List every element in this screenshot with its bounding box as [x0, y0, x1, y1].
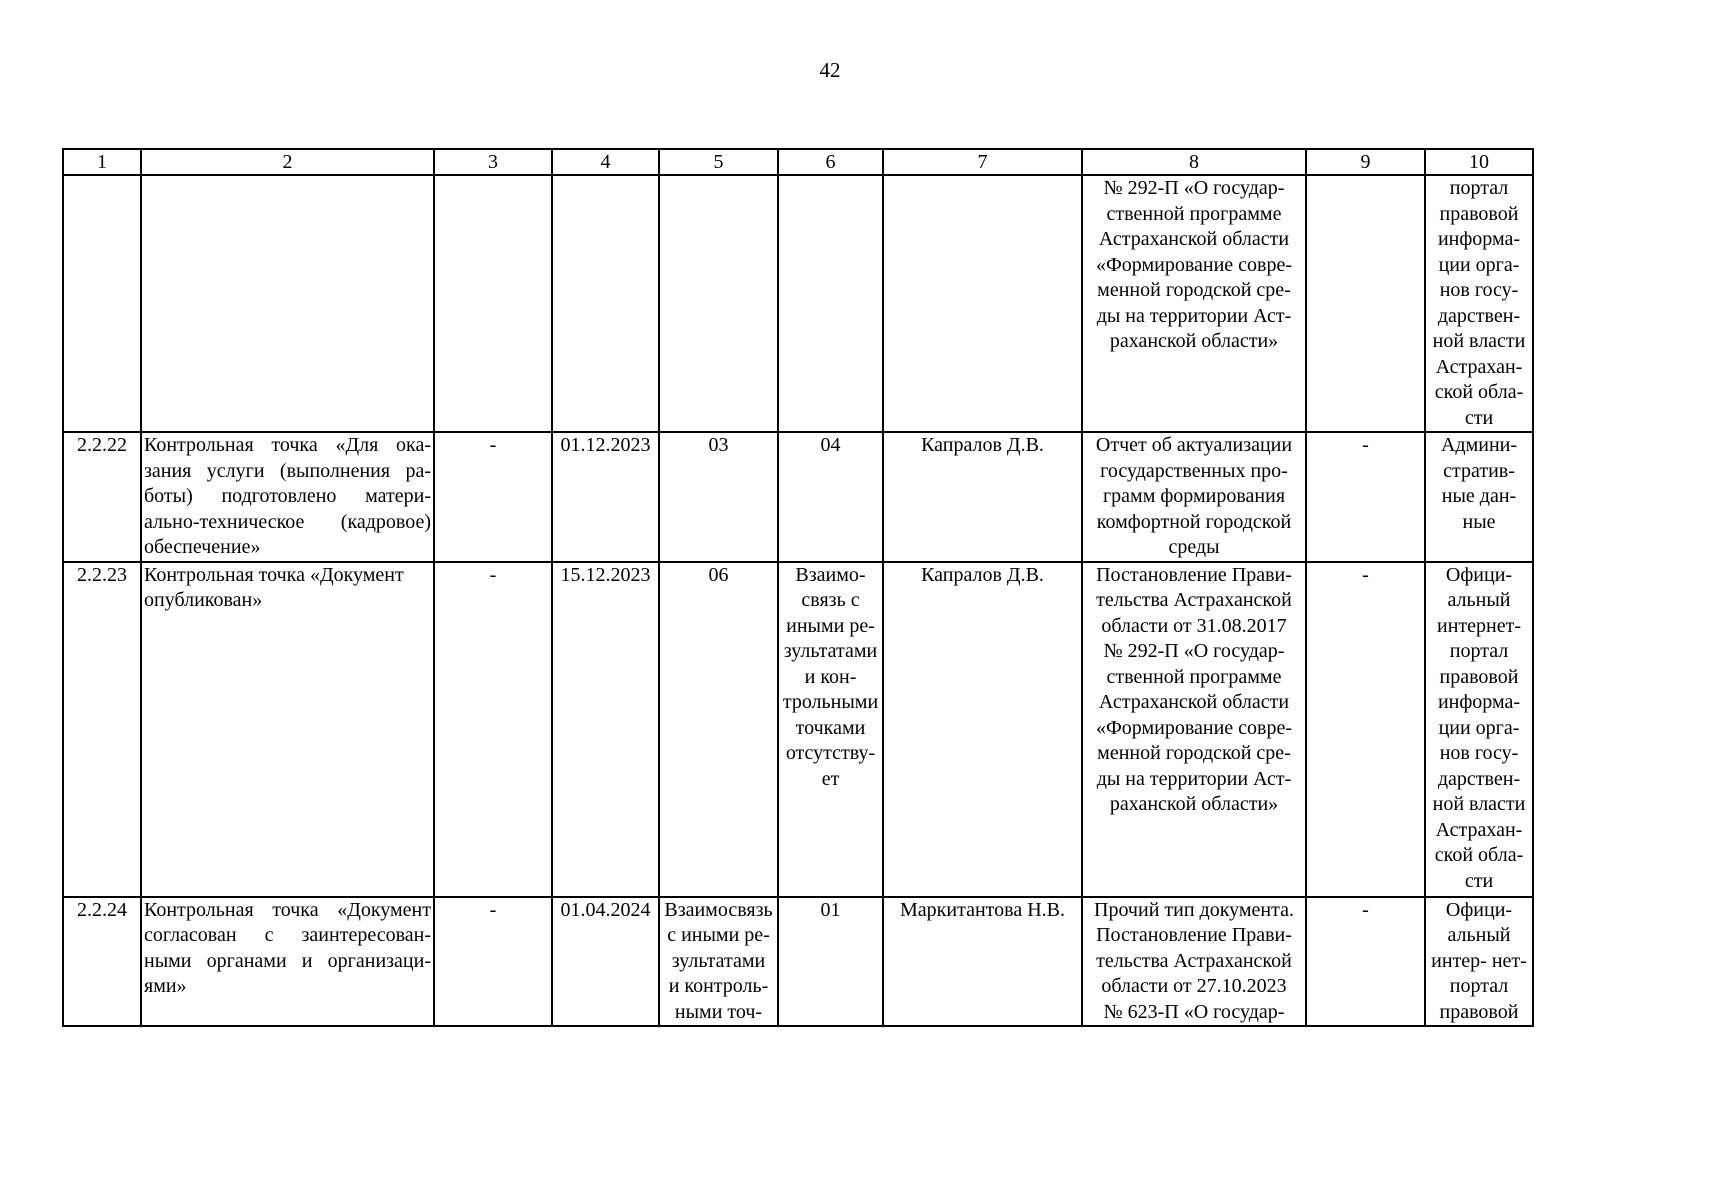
cell-responsible: Маркитантова Н.В. [883, 897, 1082, 1027]
cell-description: Контрольная точка «Для ока-зания услуги (выполнения ра-боты) подготовлено матери-ально-техническое (кадровое) обеспечение» [141, 432, 434, 562]
cell-col6: Взаимо- связь с иными ре- зультатами и кон- трольными точками отсутству- ет [778, 562, 883, 897]
cell-document: Отчет об актуализации государственных про- грамм формирования комфортной городской среды [1082, 432, 1306, 562]
column-header: 8 [1082, 149, 1306, 175]
cell-date: 15.12.2023 [552, 562, 659, 897]
cell-responsible [883, 175, 1082, 432]
cell-description: Контрольная точка «Документ опубликован» [141, 562, 434, 897]
cell-document: Прочий тип документа. Постановление Прави- тельства Астраханской области от 27.10.2023 № 623-П «О государ- [1082, 897, 1306, 1027]
cell-responsible: Капралов Д.В. [883, 562, 1082, 897]
cell-number: 2.2.24 [63, 897, 141, 1027]
cell-source: Офици- альный интернет- портал правовой информа- ции орга- нов госу- дарствен- ной власти Астрахан- ской обла- сти [1425, 562, 1533, 897]
cell-col5: Взаимосвязь с иными ре- зультатами и контроль- ными точ- [659, 897, 778, 1027]
cell-source: Офици- альный интер- нет- портал правовой [1425, 897, 1533, 1027]
column-header: 5 [659, 149, 778, 175]
table-header-row [63, 149, 1533, 175]
cell-col5: 03 [659, 432, 778, 562]
column-header: 3 [434, 149, 552, 175]
cell-description: Контрольная точка «Документ согласован с заинтересован-ными органами и организаци-ями» [141, 897, 434, 1027]
document-table [62, 148, 1534, 1027]
cell-col3: - [434, 897, 552, 1027]
cell-date: 01.12.2023 [552, 432, 659, 562]
cell-col3: - [434, 432, 552, 562]
cell-col5: 06 [659, 562, 778, 897]
cell-col3: - [434, 562, 552, 897]
table-row [63, 897, 1533, 1027]
cell-number: 2.2.23 [63, 562, 141, 897]
cell-col9 [1306, 175, 1425, 432]
cell-number [63, 175, 141, 432]
cell-document: Постановление Прави- тельства Астраханской области от 31.08.2017 № 292-П «О государ- ственной программе Астраханской области «Формирование совре- менной городской сре- ды на территории Аст- раханской области» [1082, 562, 1306, 897]
cell-col9: - [1306, 432, 1425, 562]
cell-col3 [434, 175, 552, 432]
cell-col9: - [1306, 897, 1425, 1027]
cell-responsible: Капралов Д.В. [883, 432, 1082, 562]
column-header: 2 [141, 149, 434, 175]
cell-description [141, 175, 434, 432]
cell-date [552, 175, 659, 432]
column-header: 9 [1306, 149, 1425, 175]
column-header: 6 [778, 149, 883, 175]
cell-col9: - [1306, 562, 1425, 897]
cell-document: № 292-П «О государ- ственной программе Астраханской области «Формирование совре- менной городской сре- ды на территории Аст- раханской области» [1082, 175, 1306, 432]
table-row [63, 175, 1533, 432]
cell-source: Админи- стратив- ные дан- ные [1425, 432, 1533, 562]
cell-source: портал правовой информа- ции орга- нов госу- дарствен- ной власти Астрахан- ской обла- сти [1425, 175, 1533, 432]
table-row [63, 562, 1533, 897]
cell-col5 [659, 175, 778, 432]
column-header: 1 [63, 149, 141, 175]
column-header: 10 [1425, 149, 1533, 175]
cell-col6: 04 [778, 432, 883, 562]
column-header: 7 [883, 149, 1082, 175]
page-number: 42 [819, 58, 841, 82]
table-row [63, 432, 1533, 562]
cell-number: 2.2.22 [63, 432, 141, 562]
column-header: 4 [552, 149, 659, 175]
cell-col6: 01 [778, 897, 883, 1027]
cell-col6 [778, 175, 883, 432]
cell-date: 01.04.2024 [552, 897, 659, 1027]
